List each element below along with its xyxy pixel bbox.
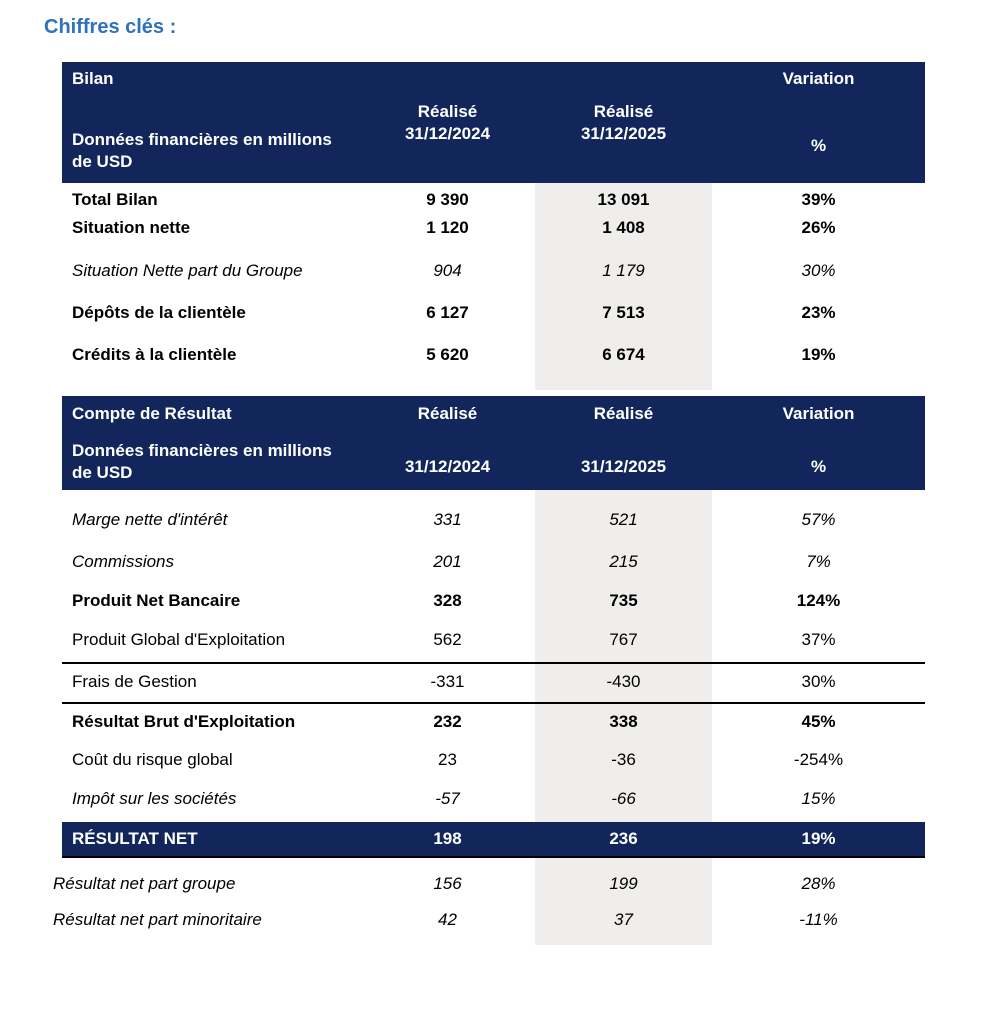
value-2024: 1 120 xyxy=(426,218,469,237)
row-label: Marge nette d'intérêt xyxy=(72,510,228,529)
value-2025: 338 xyxy=(609,712,638,731)
value-2024: 156 xyxy=(433,874,462,893)
row-label: Crédits à la clientèle xyxy=(72,345,237,364)
value-2024: 331 xyxy=(433,510,462,529)
bilan-col-2025-header: Réalisé 31/12/2025 xyxy=(580,101,667,143)
value-2024: -331 xyxy=(430,672,465,691)
value-2025: 1 408 xyxy=(602,218,645,237)
compte-col-variation-header: Variation % xyxy=(782,404,855,476)
value-2025: 37 xyxy=(614,910,633,929)
value-2025: 521 xyxy=(609,510,638,529)
variation-value: 45% xyxy=(801,712,836,731)
row-label: Situation Nette part du Groupe xyxy=(72,261,303,280)
row-label: Coût du risque global xyxy=(72,750,233,769)
table-row xyxy=(62,771,925,822)
row-label: Situation nette xyxy=(72,218,191,237)
compte-header-title-cell xyxy=(62,396,360,490)
table-row xyxy=(62,282,925,324)
table-row xyxy=(62,573,925,612)
value-2024: 904 xyxy=(433,261,462,280)
row-label: Résultat net part groupe xyxy=(53,874,236,893)
compte-col-2025-header: Réalisé 31/12/2025 xyxy=(580,404,667,476)
value-2024: 42 xyxy=(438,910,457,929)
table-row xyxy=(53,858,925,895)
row-label: Résultat net part minoritaire xyxy=(53,910,262,929)
bilan-header-title-cell xyxy=(62,62,360,183)
bilan-col-2024-header: Réalisé 31/12/2024 xyxy=(404,101,491,143)
table-row xyxy=(62,733,925,771)
variation-value: 57% xyxy=(801,510,836,529)
value-2024: 232 xyxy=(433,712,462,731)
variation-value: 28% xyxy=(801,874,836,893)
table-row xyxy=(53,895,925,945)
table-row xyxy=(62,183,925,211)
table-row xyxy=(62,324,925,390)
row-label: Résultat Brut d'Exploitation xyxy=(72,712,296,731)
variation-value: 124% xyxy=(796,591,841,610)
value-2024: 5 620 xyxy=(426,345,469,364)
row-label: Produit Global d'Exploitation xyxy=(72,630,286,649)
compte-header-title: Compte de Résultat xyxy=(72,404,232,423)
value-2025: 215 xyxy=(609,552,638,571)
variation-value: 30% xyxy=(801,672,836,691)
variation-value: -11% xyxy=(799,910,838,929)
value-2025: 7 513 xyxy=(602,303,645,322)
value-2024: 198 xyxy=(433,829,462,848)
bilan-header-subtitle: Données financières en millions de USD xyxy=(72,130,332,171)
value-2025: -36 xyxy=(611,750,636,769)
variation-value: 15% xyxy=(801,789,836,808)
table-row xyxy=(62,612,925,662)
variation-value: 23% xyxy=(801,303,836,322)
bilan-col-variation-header: Variation % xyxy=(782,69,855,155)
row-label: Total Bilan xyxy=(72,190,158,209)
variation-value: 19% xyxy=(801,829,836,848)
compte-header-subtitle: Données financières en millions de USD xyxy=(72,441,332,482)
value-2025: 6 674 xyxy=(602,345,645,364)
page-title: Chiffres clés : xyxy=(44,16,177,38)
variation-value: 26% xyxy=(801,218,836,237)
variation-value: 19% xyxy=(801,345,836,364)
row-label: Commissions xyxy=(72,552,175,571)
variation-value: 39% xyxy=(801,190,836,209)
value-2025: -66 xyxy=(611,789,636,808)
table-row xyxy=(62,531,925,573)
variation-value: -254% xyxy=(793,750,844,769)
value-2025: 1 179 xyxy=(602,261,645,280)
value-2025: -430 xyxy=(606,672,641,691)
value-2025: 13 091 xyxy=(597,190,650,209)
value-2024: 201 xyxy=(433,552,462,571)
row-label: Frais de Gestion xyxy=(72,672,197,691)
bilan-table xyxy=(62,62,925,390)
row-label: Dépôts de la clientèle xyxy=(72,303,246,322)
value-2025: 199 xyxy=(609,874,638,893)
variation-value: 30% xyxy=(801,261,836,280)
bilan-header-title: Bilan xyxy=(72,69,114,88)
value-2024: 6 127 xyxy=(426,303,469,322)
table-row xyxy=(62,239,925,282)
resultat-net-row xyxy=(62,822,925,858)
value-2024: 328 xyxy=(433,591,462,610)
variation-value: 37% xyxy=(801,630,836,649)
value-2024: 9 390 xyxy=(426,190,469,209)
bilan-table-header xyxy=(62,62,925,183)
value-2024: 562 xyxy=(433,630,462,649)
compte-de-resultat-table xyxy=(53,396,925,945)
table-row xyxy=(62,702,925,733)
table-row xyxy=(62,662,925,702)
value-2024: 23 xyxy=(438,750,457,769)
value-2025: 236 xyxy=(609,829,638,848)
value-2024: -57 xyxy=(435,789,460,808)
table-row xyxy=(62,490,925,531)
compte-col-2024-header: Réalisé 31/12/2024 xyxy=(404,404,491,476)
compte-table-body xyxy=(53,490,925,945)
bilan-table-body xyxy=(62,183,925,390)
variation-value: 7% xyxy=(806,552,831,571)
compte-table-header xyxy=(62,396,925,490)
row-label: Produit Net Bancaire xyxy=(72,591,241,610)
row-label: Impôt sur les sociétés xyxy=(72,789,237,808)
value-2025: 735 xyxy=(609,591,638,610)
row-label: RÉSULTAT NET xyxy=(72,829,198,848)
value-2025: 767 xyxy=(609,630,638,649)
table-row xyxy=(62,211,925,239)
